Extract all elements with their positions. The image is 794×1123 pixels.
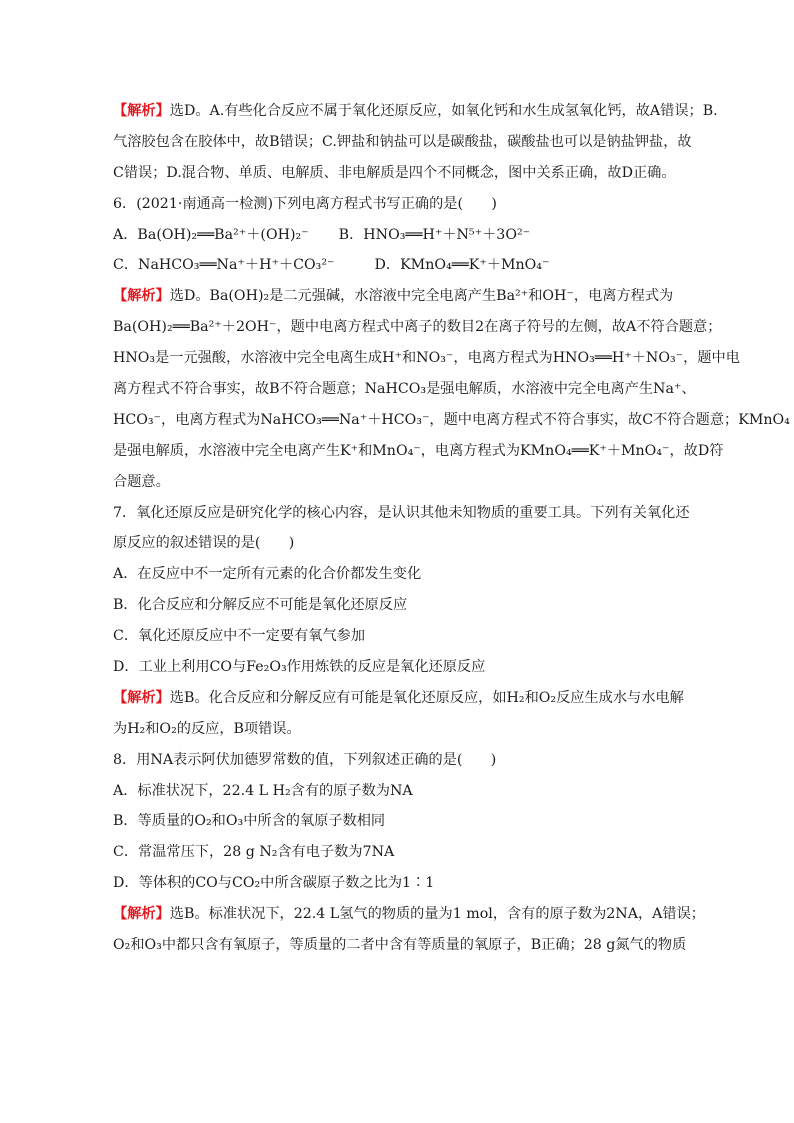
q8-explanation-line-2: O₂和O₃中都只含有氧原子，等质量的二者中含有等质量的氧原子，B正确；28 g氮气的物质 — [113, 937, 687, 954]
q6-explanation-line-6: 是强电解质，水溶液中完全电离产生K⁺和MnO₄⁻，电离方程式为KMnO₄══K⁺＋MnO₄⁻，故D符 — [113, 442, 724, 459]
q7-stem-line-2: 原反应的叙述错误的是( ) — [113, 535, 295, 552]
q8-option-c: C．常温常压下，28 g N₂含有电子数为7NA — [113, 844, 395, 861]
q7-explanation-text-1: 选B。化合反应和分解反应有可能是氧化还原反应，如H₂和O₂反应生成水与水电解 — [169, 689, 684, 706]
q6-options-cd — [113, 250, 685, 281]
q7-stem-line-1: 7．氧化还原反应是研究化学的核心内容，是认识其他未知物质的重要工具。下列有关氧化还 — [113, 504, 690, 521]
q7-option-c: C．氧化还原反应中不一定要有氧气参加 — [113, 628, 366, 645]
q8-option-a: A．标准状况下，22.4 L H₂含有的原子数为NA — [113, 782, 413, 799]
q7-option-a: A．在反应中不一定所有元素的化合价都发生变化 — [113, 566, 422, 583]
q5-explanation-line-3: C错误；D.混合物、单质、电解质、非电解质是四个不同概念，图中关系正确，故D正确。 — [113, 164, 676, 181]
q8-option-d: D．等体积的CO与CO₂中所含碳原子数之比为1∶1 — [113, 875, 435, 892]
q7-option-b: B．化合反应和分解反应不可能是氧化还原反应 — [113, 597, 408, 614]
q6-explanation-line-5: HCO₃⁻，电离方程式为NaHCO₃══Na⁺＋HCO₃⁻，题中电离方程式不符合事实，故C不符合题意；KMnO₄ — [113, 411, 790, 428]
q6-option-c: C．NaHCO₃══Na⁺＋H⁺＋CO₃²⁻ — [113, 257, 335, 274]
q8-stem: 8．用NA表示阿伏加德罗常数的值，下列叙述正确的是( ) — [113, 751, 497, 768]
document-page — [113, 96, 790, 961]
q5-explanation-line-2: 气溶胶包含在胶体中，故B错误；C.钾盐和钠盐可以是碳酸盐，碳酸盐也可以是钠盐钾盐，故 — [113, 133, 692, 150]
q7-explanation-line-2: 为H₂和O₂的反应，B项错误。 — [113, 720, 301, 737]
q8-explanation-line-1 — [113, 899, 705, 930]
q6-option-a: A．Ba(OH)₂══Ba²⁺＋(OH)₂⁻ — [113, 226, 309, 243]
q5-explanation-text-1: 选D。A.有些化合反应不属于氧化还原反应，如氧化钙和水生成氢氧化钙，故A错误；B. — [169, 103, 718, 119]
q7-explanation-line-1 — [113, 683, 685, 714]
q8-option-b: B．等质量的O₂和O₃中所含的氧原子数相同 — [113, 813, 386, 830]
explanation-tag: 【解析】 — [113, 103, 170, 119]
q6-stem: 6．(2021·南通高一检测)下列电离方程式书写正确的是( ) — [113, 195, 497, 212]
q8-explanation-text-1: 选B。标准状况下，22.4 L氢气的物质的量为1 mol，含有的原子数为2NA，A错误； — [169, 906, 705, 923]
explanation-tag: 【解析】 — [113, 906, 170, 923]
q5-explanation-line-1 — [113, 96, 718, 127]
q6-options-ab — [113, 220, 685, 251]
q6-explanation-line-3: HNO₃是一元强酸，水溶液中完全电离生成H⁺和NO₃⁻，电离方程式为HNO₃══H⁺＋NO₃⁻，题中电 — [113, 350, 740, 367]
q6-explanation-line-7: 合题意。 — [113, 473, 170, 490]
q6-option-d: D．KMnO₄══K⁺＋MnO₄⁻ — [374, 257, 550, 274]
q6-explanation-line-2: Ba(OH)₂══Ba²⁺＋2OH⁻，题中电离方程式中离子的数目2在离子符号的左侧，故A不符合题意； — [113, 319, 722, 336]
explanation-tag: 【解析】 — [113, 689, 170, 706]
q6-explanation-line-1 — [113, 281, 685, 312]
explanation-tag: 【解析】 — [113, 288, 170, 305]
q6-explanation-text-1: 选D。Ba(OH)₂是二元强碱，水溶液中完全电离产生Ba²⁺和OH⁻，电离方程式为 — [169, 288, 674, 305]
q6-option-b: B．HNO₃══H⁺＋N⁵⁺＋3O²⁻ — [338, 226, 531, 243]
q6-explanation-line-4: 离方程式不符合事实，故B不符合题意；NaHCO₃是强电解质，水溶液中完全电离产生Na⁺、 — [113, 381, 696, 398]
q7-option-d: D．工业上利用CO与Fe₂O₃作用炼铁的反应是氧化还原反应 — [113, 659, 486, 676]
